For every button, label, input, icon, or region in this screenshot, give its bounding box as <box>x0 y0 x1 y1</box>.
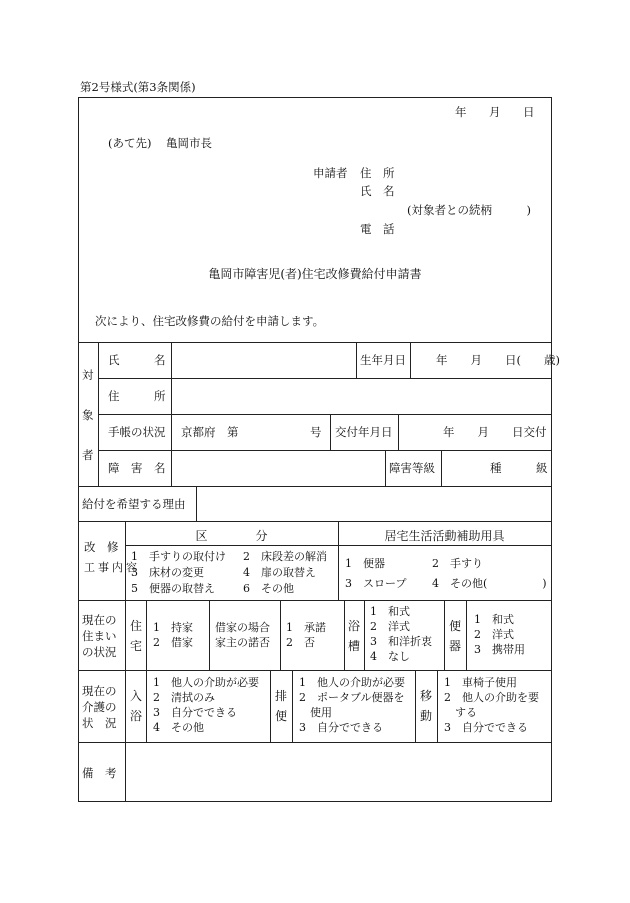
frame-bottom <box>78 801 552 802</box>
house-options <box>153 620 193 650</box>
bathing-option: 3 自分でできる <box>153 706 237 719</box>
work-item-2: 2 床段差の解消 <box>243 550 327 563</box>
applicant-name-label: 氏 名 <box>360 184 395 198</box>
applicant-label: 申請者 <box>313 166 348 180</box>
rent-label <box>215 620 270 650</box>
subject-name-label: 氏 名 <box>108 353 166 367</box>
rent-label-line: 借家の場合 <box>215 621 270 634</box>
rule <box>398 414 399 450</box>
bathing-options <box>153 675 259 735</box>
rule <box>344 600 345 670</box>
rent-option: 2 否 <box>286 636 315 649</box>
date-day: 日 <box>523 105 535 119</box>
rule <box>364 600 365 670</box>
movement-option: 1 車椅子使用 <box>444 676 517 689</box>
toilet-label <box>448 616 462 656</box>
rule <box>196 486 197 521</box>
rule <box>441 450 442 486</box>
applicant-address-label: 住 所 <box>360 166 395 180</box>
house-label-char: 住 <box>129 619 142 633</box>
handbook-no: 号 <box>310 425 322 439</box>
work-item-1: 1 手すりの取付け <box>131 550 226 563</box>
movement-label <box>419 686 433 726</box>
aid-item-2: 2 手すり <box>432 557 483 570</box>
excretion-option: 3 自分でできる <box>299 721 383 734</box>
date-year: 年 <box>455 105 467 119</box>
subject-label-1: 対 <box>82 368 94 382</box>
toilet-option: 3 携帯用 <box>474 643 525 656</box>
work-item-4: 4 扉の取替え <box>243 566 316 579</box>
aid-header: 居宅生活活動補助用具 <box>384 529 505 543</box>
residence-label-line: 現在の <box>82 613 117 627</box>
aid-item-3: 3 スロープ <box>345 577 407 590</box>
excretion-options <box>299 675 405 735</box>
subject-address-label: 住 所 <box>108 389 166 403</box>
bath-tub-option: 1 和式 <box>370 605 410 618</box>
applicant-phone-label: 電 話 <box>360 222 395 236</box>
birth-label: 生年月日 <box>360 353 406 367</box>
bathing-label <box>129 686 143 726</box>
rule <box>415 670 416 742</box>
rule <box>78 742 552 743</box>
issue-value: 年 月 日交付 <box>443 425 547 439</box>
movement-label-char: 動 <box>419 709 432 723</box>
bathing-option: 4 その他 <box>153 721 204 734</box>
movement-option: 3 自分でできる <box>444 721 528 734</box>
handbook-label: 手帳の状況 <box>108 425 166 439</box>
handbook-pref: 京都府 第 <box>181 425 239 439</box>
rule <box>444 600 445 670</box>
residence-label-line: 住まい <box>82 629 117 643</box>
toilet-label-char: 器 <box>448 639 461 653</box>
bath-tub-option: 2 洋式 <box>370 620 410 633</box>
addressee-label: (あて先) <box>108 136 152 150</box>
disability-label: 障 害 名 <box>108 461 166 475</box>
grade-type: 種 級 <box>490 461 548 475</box>
issue-label: 交付年月日 <box>335 425 393 439</box>
work-item-3: 3 床材の変更 <box>131 566 204 579</box>
house-option: 1 持家 <box>153 621 193 634</box>
bath-tub-label <box>347 616 361 656</box>
bathing-option: 2 清拭のみ <box>153 691 215 704</box>
rent-options <box>286 620 326 650</box>
toilet-option: 1 和式 <box>474 613 514 626</box>
statement: 次により、住宅改修費の給付を申請します。 <box>95 314 325 328</box>
rule <box>98 414 552 415</box>
excretion-option: 2 ポータブル便器を <box>299 691 405 704</box>
work-item-5: 5 便器の取替え <box>131 582 215 595</box>
care-label <box>82 683 117 731</box>
rule <box>125 742 126 801</box>
rule <box>270 670 271 742</box>
rule <box>356 342 357 378</box>
rule <box>78 600 552 601</box>
remarks-label: 備 考 <box>82 766 117 780</box>
subject-label-2: 象 <box>82 408 94 422</box>
rule <box>146 600 147 670</box>
rule <box>98 378 552 379</box>
rule <box>125 670 126 742</box>
rule <box>78 670 552 671</box>
rule <box>78 521 552 522</box>
excretion-option: 使用 <box>299 706 332 719</box>
house-label <box>129 616 143 656</box>
work-item-6: 6 その他 <box>243 582 294 595</box>
rule <box>466 600 467 670</box>
bathing-option: 1 他人の介助が必要 <box>153 676 259 689</box>
movement-option: 2 他人の介助を要 <box>444 691 539 704</box>
rule <box>437 670 438 742</box>
form-number: 第2号様式(第3条関係) <box>80 80 196 94</box>
excretion-label-char: 便 <box>274 709 287 723</box>
movement-option: する <box>444 706 477 719</box>
care-label-line: 介護の <box>82 700 117 714</box>
grade-label: 障害等級 <box>389 461 435 475</box>
rule <box>171 342 172 486</box>
applicant-relation: (対象者との続柄 ) <box>407 203 531 217</box>
care-label-line: 現在の <box>82 684 117 698</box>
category-header: 区 分 <box>195 529 268 543</box>
rule <box>330 414 331 450</box>
rule <box>146 670 147 742</box>
bath-tub-options <box>370 604 432 664</box>
bath-tub-label-char: 浴 <box>347 619 360 633</box>
rule <box>125 600 126 670</box>
works-label-row1: 改 修 <box>84 540 119 554</box>
rule <box>292 670 293 742</box>
rule <box>280 600 281 670</box>
rule <box>209 600 210 670</box>
excretion-option: 1 他人の介助が必要 <box>299 676 405 689</box>
bath-tub-option: 3 和洋折衷 <box>370 635 432 648</box>
addressee: 亀岡市長 <box>166 136 212 150</box>
rule <box>385 450 386 486</box>
rule <box>410 342 411 378</box>
subject-label-3: 者 <box>82 448 94 462</box>
frame-top <box>78 97 552 98</box>
residence-label-line: の状況 <box>82 645 117 659</box>
rule <box>78 486 552 487</box>
form-title: 亀岡市障害児(者)住宅改修費給付申請書 <box>208 267 422 281</box>
residence-label <box>82 612 117 660</box>
house-option: 2 借家 <box>153 636 193 649</box>
excretion-label-char: 排 <box>274 689 287 703</box>
toilet-option: 2 洋式 <box>474 628 514 641</box>
bathing-label-char: 入 <box>129 689 142 703</box>
aid-item-1: 1 便器 <box>345 557 385 570</box>
toilet-options <box>474 612 525 657</box>
works-label-row2: 工事内容 <box>84 561 140 574</box>
rule <box>78 342 552 343</box>
bath-tub-option: 4 なし <box>370 650 410 663</box>
bath-tub-label-char: 槽 <box>347 639 360 653</box>
rent-option: 1 承諾 <box>286 621 326 634</box>
reason-label: 給付を希望する理由 <box>82 497 186 511</box>
house-label-char: 宅 <box>129 639 142 653</box>
rent-label-line: 家主の諾否 <box>215 636 270 649</box>
toilet-label-char: 便 <box>448 619 461 633</box>
rule <box>98 450 552 451</box>
aid-item-4: 4 その他( ) <box>432 577 547 590</box>
birth-value: 年 月 日( 歳) <box>436 353 560 367</box>
frame-left <box>78 97 79 802</box>
movement-label-char: 移 <box>419 689 432 703</box>
excretion-label <box>274 686 288 726</box>
rule <box>98 342 99 486</box>
movement-options <box>444 675 539 735</box>
date-month: 月 <box>489 105 501 119</box>
bathing-label-char: 浴 <box>129 709 142 723</box>
care-label-line: 状 況 <box>82 716 117 730</box>
